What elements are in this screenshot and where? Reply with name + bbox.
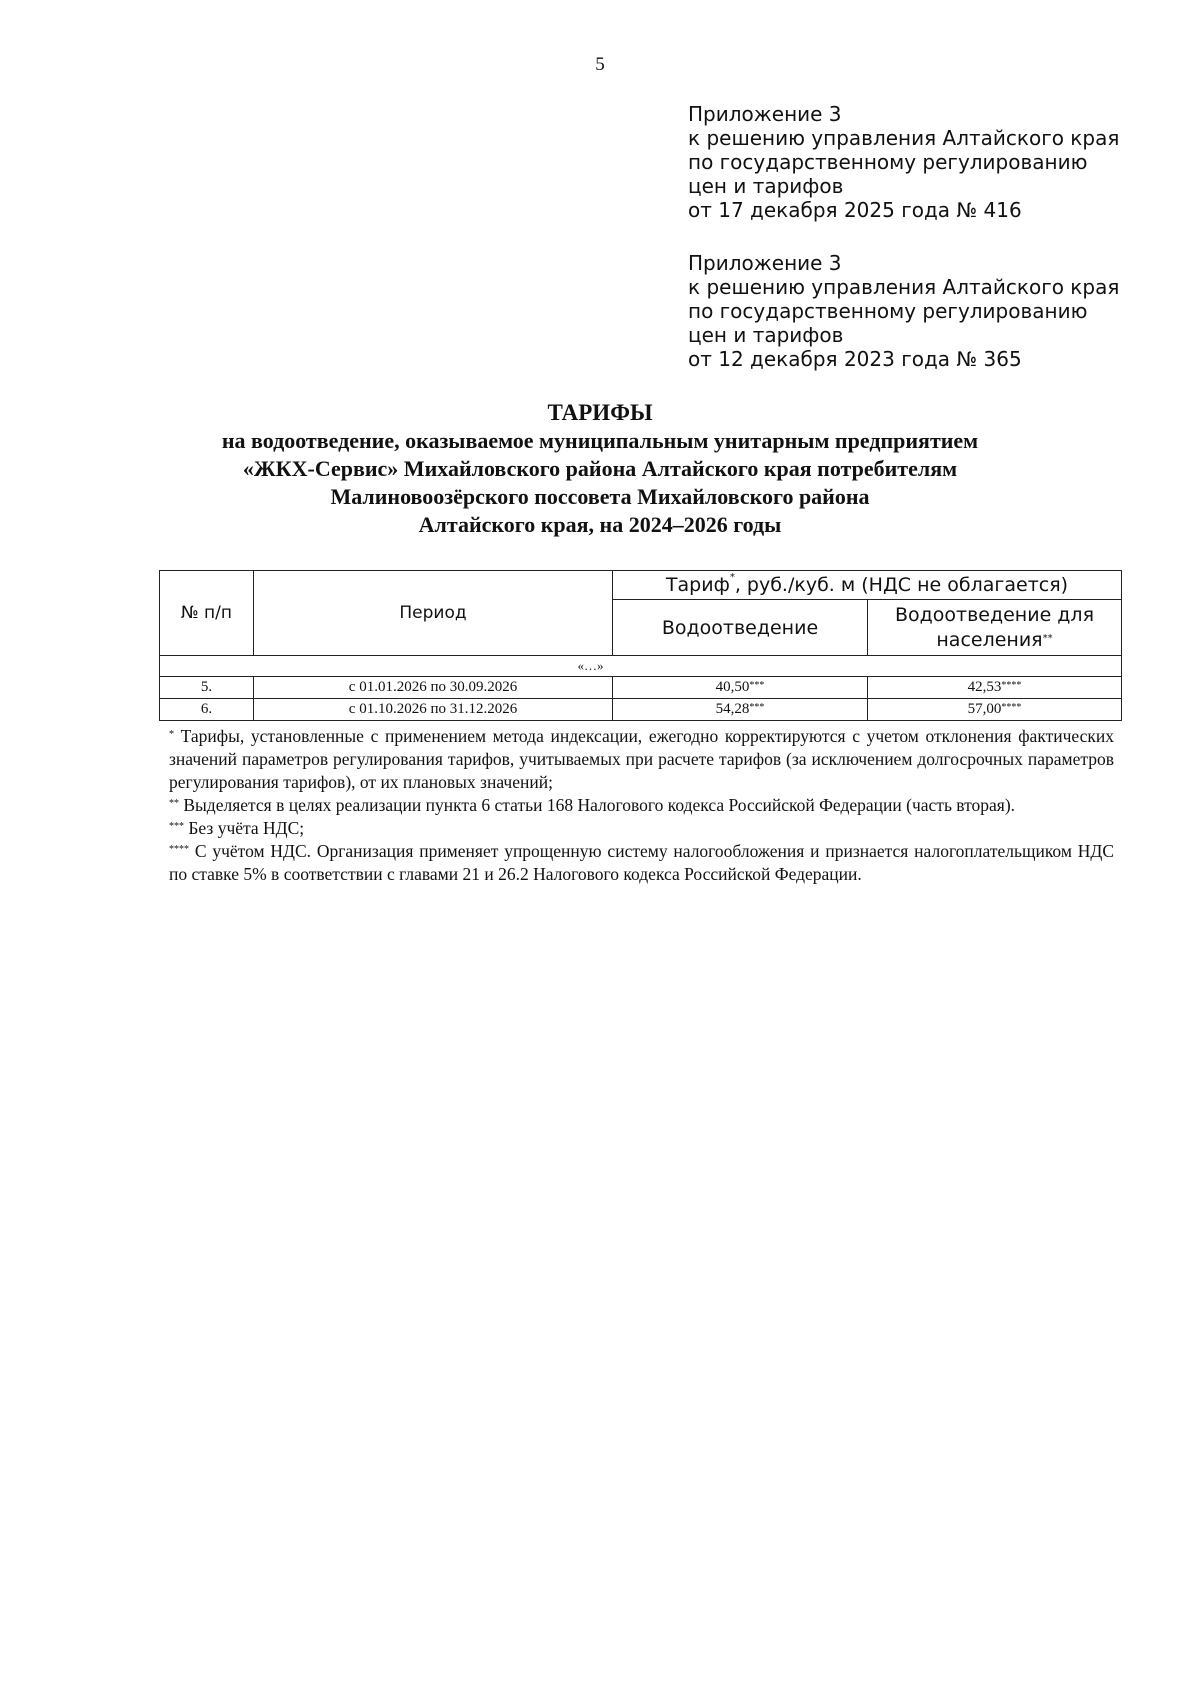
appendix-line: цен и тарифов: [688, 174, 844, 198]
footnote-mark: *: [729, 572, 735, 584]
footnote-mark: ***: [749, 680, 765, 691]
footnote-mark: ****: [1001, 702, 1022, 713]
appendix-line: от 12 декабря 2023 года № 365: [688, 347, 1022, 371]
footnote: [169, 794, 1114, 817]
value: 54,28: [715, 701, 750, 717]
footnote: [169, 725, 1114, 794]
title-line: Малиновоозёрского поссовета Михайловского района: [330, 484, 870, 509]
appendix-line: от 17 декабря 2025 года № 416: [688, 198, 1022, 222]
header-sewerage-population-line1: Водоотведение для: [894, 603, 1095, 626]
header-sewerage-population: [868, 600, 1122, 656]
header-period: Период: [254, 571, 613, 656]
footnote-text: Тарифы, установленные с применением метода индексации, ежегодно корректируются с учетом отклонения фактических значений параметров регулирования тарифов, учитываемых при расчете тарифов (за исключением долгосрочных параметров регулирования тарифов), от их плановых значений;: [169, 726, 1114, 792]
title-line: Алтайского края, на 2024–2026 годы: [418, 512, 782, 537]
row-period: с 01.01.2026 по 30.09.2026: [254, 677, 613, 699]
title-main: ТАРИФЫ: [547, 400, 653, 425]
appendix-line: Приложение 3: [688, 102, 842, 126]
title-line: «ЖКХ-Сервис» Михайловского района Алтайского края потребителям: [242, 456, 958, 481]
tariff-table: [159, 570, 1122, 721]
footnote: [169, 840, 1114, 886]
footnote-text: Без учёта НДС;: [184, 818, 305, 838]
appendix-line: к решению управления Алтайского края: [688, 275, 1120, 299]
row-num: 5.: [160, 677, 254, 699]
appendix-line: по государственному регулированию: [688, 150, 1088, 174]
appendix-line: по государственному регулированию: [688, 299, 1088, 323]
table-row: [160, 677, 1122, 699]
row-period: с 01.10.2026 по 31.12.2026: [254, 699, 613, 721]
header-tariff-group: [613, 571, 1122, 600]
value: 40,50: [715, 679, 750, 695]
header-tariff-label: Тариф: [665, 574, 730, 597]
omission-row: [160, 656, 1122, 677]
appendix-current-heading: [688, 102, 1158, 222]
header-tariff-unit: , руб./куб. м (НДС не облагается): [734, 574, 1069, 597]
footnote-mark: *: [169, 729, 174, 740]
appendix-line: Приложение 3: [688, 251, 842, 275]
omission-mark: «…»: [577, 658, 604, 673]
appendix-previous-heading: [688, 251, 1158, 371]
row-sewerage: [613, 699, 868, 721]
footnote: [169, 817, 1114, 840]
footnote-mark: ***: [749, 702, 765, 713]
row-sewerage: [613, 677, 868, 699]
value: 57,00: [967, 701, 1002, 717]
footnote-mark: **: [169, 798, 179, 809]
header-sewerage: Водоотведение: [613, 600, 868, 656]
document-title: [0, 399, 1200, 539]
footnote-mark: ****: [1001, 680, 1022, 691]
table-row: [160, 699, 1122, 721]
header-num: № п/п: [160, 571, 254, 656]
footnote-mark: **: [1042, 632, 1053, 644]
row-population: [868, 699, 1122, 721]
appendix-line: цен и тарифов: [688, 323, 844, 347]
appendix-line: к решению управления Алтайского края: [688, 126, 1120, 150]
value: 42,53: [967, 679, 1002, 695]
footnote-mark: ****: [169, 844, 189, 855]
footnote-text: С учётом НДС. Организация применяет упрощенную систему налогообложения и признается налогоплательщиком НДС по ставке 5% в соответствии с главами 21 и 26.2 Налогового кодекса Российской Федерации.: [169, 841, 1114, 884]
footnote-text: Выделяется в целях реализации пункта 6 статьи 168 Налогового кодекса Российской Федерации (часть вторая).: [179, 795, 1016, 815]
page-number: 5: [595, 54, 605, 75]
title-line: на водоотведение, оказываемое муниципальным унитарным предприятием: [221, 428, 979, 453]
header-sewerage-population-line2: населения: [936, 628, 1043, 651]
footnote-mark: ***: [169, 821, 184, 832]
row-num: 6.: [160, 699, 254, 721]
header-sewerage-population-line2-wrap: [868, 628, 1121, 653]
footnotes: [169, 725, 1114, 886]
row-population: [868, 677, 1122, 699]
